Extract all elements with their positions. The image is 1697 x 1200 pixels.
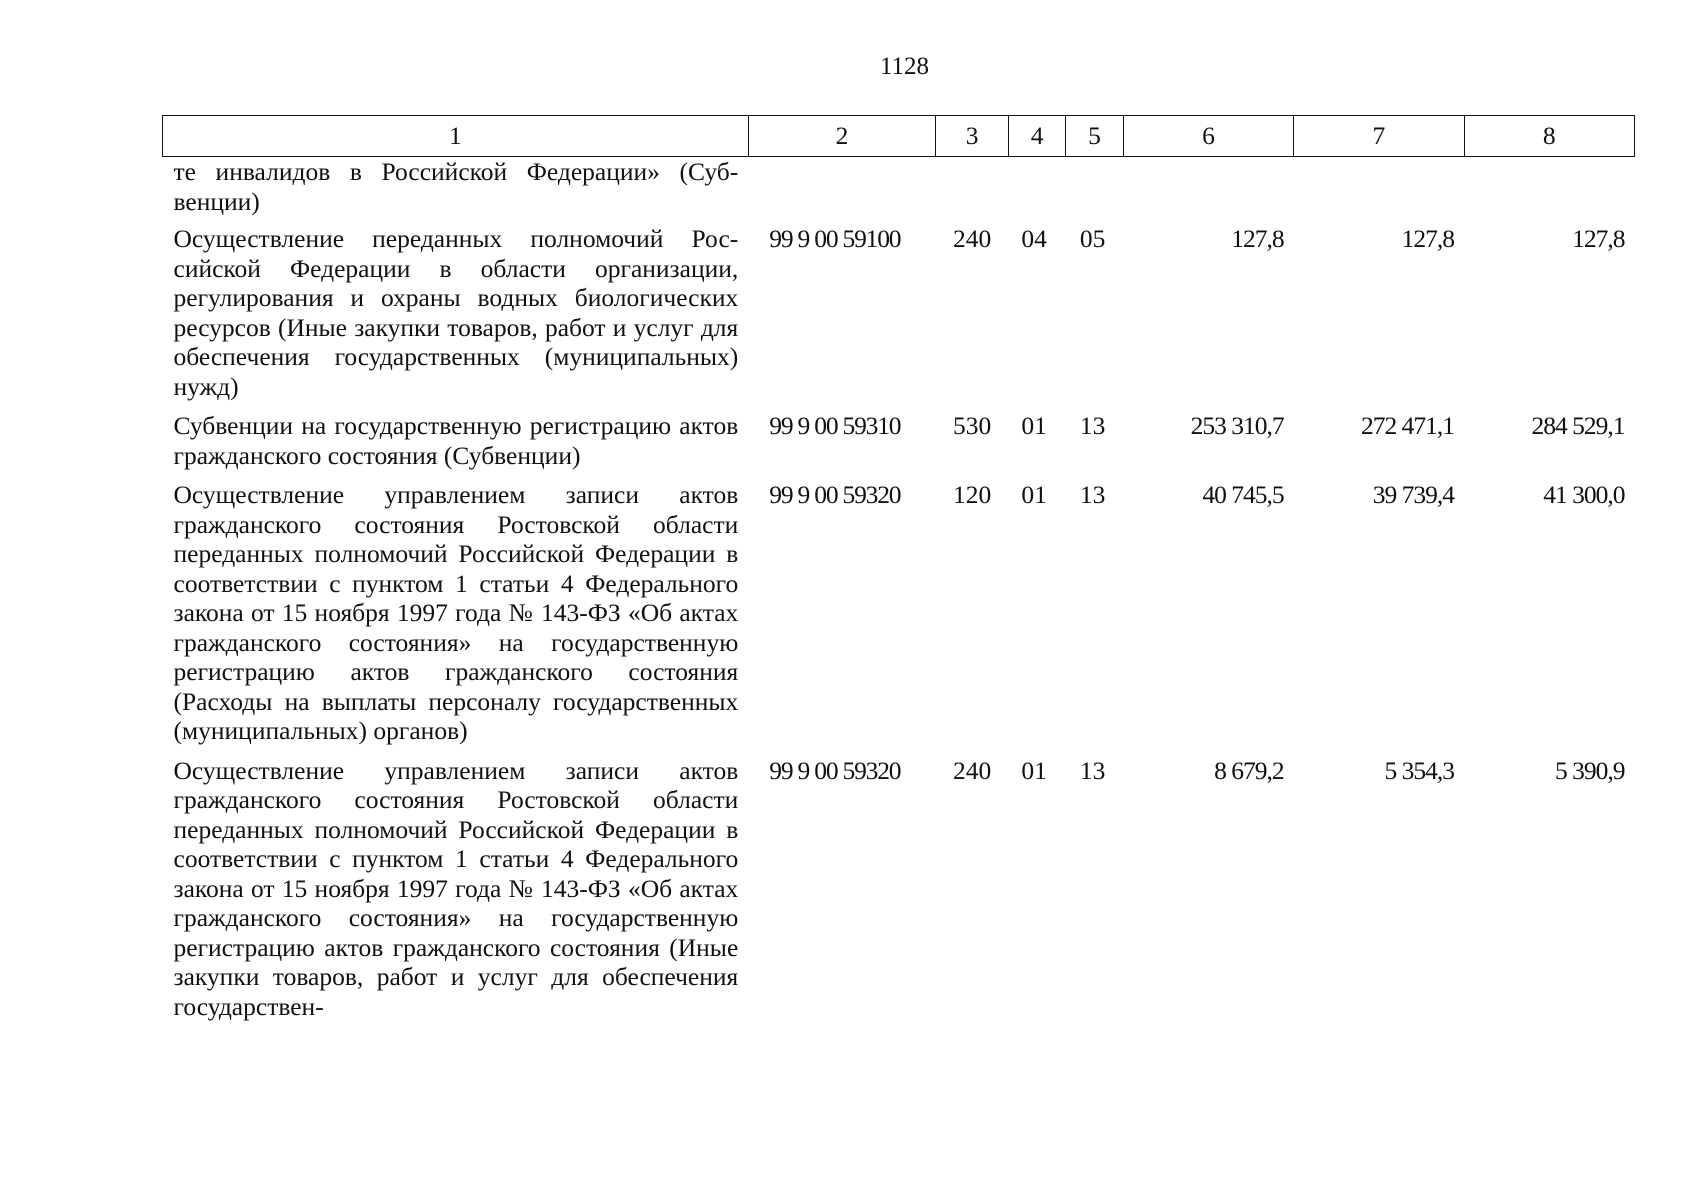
row-amount-year-1: 127,8: [1231, 224, 1284, 253]
row-description: Осуществление переданных полномочий Российской Федерации в области организации, регулирования и охраны водных биологических ресурсов (Иные закупки товаров, работ и услуг для обеспечения государственных (муниципальных) нужд): [173, 224, 739, 401]
row-expense-type: 120: [952, 480, 992, 509]
row-subsection: [1066, 157, 1123, 225]
column-number-header: [163, 116, 1635, 157]
row-amount-year-1: 40 745,5: [1202, 480, 1284, 509]
column-header-8: 8: [1464, 116, 1634, 157]
row-target-code: [748, 157, 936, 225]
row-target-code: 99 9 00 59100: [769, 224, 901, 253]
row-amount-year-3: 41 300,0: [1543, 480, 1625, 509]
column-header-1: 1: [163, 116, 749, 157]
row-section: 01: [1021, 411, 1047, 440]
column-header-7: 7: [1294, 116, 1464, 157]
row-description: те инвалидов в Российской Федерации» (Субвенции): [173, 157, 739, 216]
row-section: [1008, 157, 1065, 225]
row-expense-type: 530: [952, 411, 992, 440]
table-row: [163, 224, 1635, 411]
table-row: [163, 756, 1635, 1032]
row-amount-year-2: [1294, 157, 1464, 225]
row-amount-year-1: [1123, 157, 1293, 225]
row-amount-year-2: 272 471,1: [1361, 411, 1455, 440]
row-description: Субвенции на государственную регистрацию актов гражданского состояния (Субвенции): [173, 411, 739, 470]
table-row: [163, 480, 1635, 756]
column-header-5: 5: [1066, 116, 1123, 157]
column-header-6: 6: [1123, 116, 1293, 157]
row-subsection: 05: [1079, 224, 1106, 253]
row-target-code: 99 9 00 59320: [769, 480, 901, 509]
table-row: [163, 411, 1635, 480]
row-amount-year-3: [1464, 157, 1634, 225]
row-amount-year-3: 5 390,9: [1555, 755, 1625, 785]
column-header-2: 2: [748, 116, 936, 157]
row-section: 01: [1021, 480, 1047, 509]
row-subsection: 13: [1079, 411, 1106, 440]
column-header-3: 3: [936, 116, 1009, 157]
row-target-code: 99 9 00 59310: [769, 411, 901, 440]
table-row: [163, 157, 1635, 225]
column-header-4: 4: [1008, 116, 1065, 157]
row-expense-type: 240: [952, 224, 992, 253]
row-expense-type: 240: [952, 755, 992, 785]
row-amount-year-2: 127,8: [1401, 224, 1455, 253]
row-target-code: 99 9 00 59320: [769, 755, 901, 785]
row-subsection: 13: [1079, 480, 1106, 509]
budget-table: [162, 115, 1635, 1031]
row-amount-year-2: 5 354,3: [1384, 755, 1455, 785]
row-description: Осуществление управлением записи актов гражданского состояния Ростовской области переданных полномочий Российской Федерации в соответствии с пунктом 1 статьи 4 Федерального закона от 15 ноября 1997 года № 143-ФЗ «Об актах гражданского состояния» на государственную регистрацию актов гражданского состояния (Расходы на выплаты персоналу государственных (муниципальных) органов): [173, 480, 739, 745]
row-amount-year-3: 284 529,1: [1531, 411, 1625, 440]
row-section: 01: [1021, 755, 1047, 785]
row-expense-type: [936, 157, 1009, 225]
page-number: 1128: [879, 53, 930, 80]
row-amount-year-1: 8 679,2: [1214, 755, 1284, 785]
row-amount-year-1: 253 310,7: [1190, 411, 1284, 440]
row-subsection: 13: [1079, 755, 1106, 785]
row-description: Осуществление управлением записи актов гражданского состояния Ростовской области переданных полномочий Российской Федерации в соответствии с пунктом 1 статьи 4 Федерального закона от 15 ноября 1997 года № 143-ФЗ «Об актах гражданского состояния» на государственную регистрацию актов гражданского состояния (Иные закупки товаров, работ и услуг для обеспечения государствен-: [173, 755, 739, 1021]
row-amount-year-3: 127,8: [1572, 224, 1625, 253]
row-amount-year-2: 39 739,4: [1372, 480, 1455, 509]
row-section: 04: [1021, 224, 1047, 253]
